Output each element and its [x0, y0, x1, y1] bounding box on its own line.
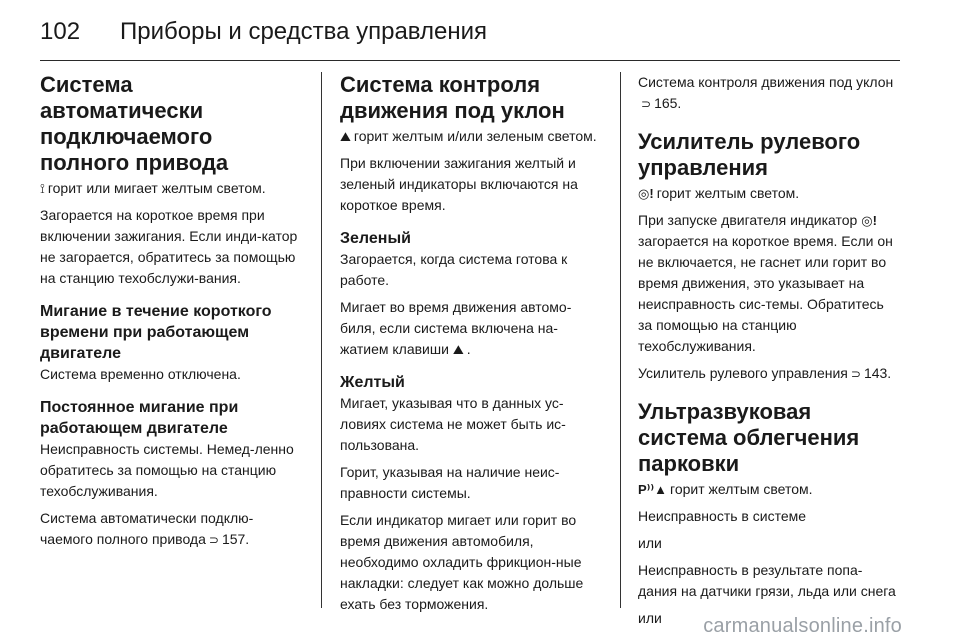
awd-section-title: Система автоматически подключаемого полного привода — [40, 72, 229, 175]
page-reference-arrow-icon: ⊃ — [850, 367, 861, 381]
parking-text-2: Неисправность в результате попа-дания на датчики грязи, льда или снега — [638, 562, 896, 599]
hill-descent-reference-text: Система контроля движения под уклон — [638, 74, 894, 90]
yellow-text-2: Горит, указывая на наличие неис-правности системы. — [340, 464, 560, 501]
steering-paragraph-1b: загорается на короткое время. Если он не включается, не гаснет или горит во время движения, это указывает на неисправность сис-темы. Обратитесь за помощью на станцию техобслуживания. — [638, 233, 893, 354]
parking-or-1: или — [638, 535, 662, 551]
column-divider-2 — [620, 72, 621, 608]
awd-reference-text: Система автоматически подклю-чаемого полного привода — [40, 510, 254, 547]
awd-flash-short-heading: Мигание в течение короткого времени при работающем двигателе — [40, 303, 272, 362]
parking-or-2: или — [638, 610, 662, 626]
awd-flash-short-text: Система временно отключена. — [40, 366, 241, 382]
steering-paragraph-1a: При запуске двигателя индикатор — [638, 212, 858, 228]
hill-descent-reference-page[interactable]: 165. — [654, 95, 682, 111]
parking-intro-text: горит желтым светом. — [670, 481, 813, 497]
hill-descent-intro-text: горит желтым и/или зеленым светом. — [353, 128, 597, 144]
parking-assist-icon: P⁾⁾▲ — [638, 482, 668, 497]
steering-paragraph-1 — [638, 210, 898, 357]
drivetrain-warning-icon: ⟟ — [40, 181, 45, 196]
green-text-1: Загорается, когда система готова к работе. — [340, 251, 568, 288]
steering-intro-text: горит желтым светом. — [656, 185, 800, 201]
column-2 — [340, 72, 600, 621]
awd-flash-const-heading: Постоянное мигание при работающем двигателе — [40, 399, 239, 437]
page-reference-arrow-icon: ⊃ — [641, 97, 652, 111]
parking-section-title: Ультразвуковая система облегчения парковки — [638, 399, 860, 476]
awd-intro — [40, 178, 300, 199]
hill-descent-paragraph-1: При включении зажигания желтый и зеленый индикаторы включаются на короткое время. — [340, 155, 578, 213]
page-number: 102 — [40, 18, 81, 45]
steering-intro — [638, 183, 898, 204]
hill-descent-intro — [340, 126, 600, 147]
awd-intro-text: горит или мигает желтым светом. — [47, 180, 266, 196]
steering-reference-text: Усилитель рулевого управления — [638, 365, 848, 381]
hill-descent-section-title: Система контроля движения под уклон — [340, 72, 565, 123]
watermark: carmanualsonline.info — [703, 615, 902, 637]
steering-reference — [638, 363, 898, 385]
parking-text-1: Неисправность в системе — [638, 508, 807, 524]
header-title: Приборы и средства управления — [120, 18, 487, 45]
header-rule — [40, 60, 900, 61]
column-1 — [40, 72, 300, 557]
column-divider-1 — [321, 72, 322, 608]
yellow-text-3: Если индикатор мигает или горит во время движения автомобиля, необходимо охладить фрикцион-ные накладки: следует как можно дольше ехать без торможения. — [340, 512, 584, 612]
power-steering-icon: ◎! — [861, 213, 877, 228]
hill-descent-button-icon: ⛰ — [452, 342, 464, 357]
column-3 — [638, 72, 898, 635]
green-text-2: Мигает во время движения автомо-биля, если система включена на-жатием клавиши ⛰ . — [340, 297, 600, 360]
steering-section-title: Усилитель рулевого управления — [638, 129, 861, 180]
awd-reference — [40, 508, 300, 551]
awd-flash-const-text: Неисправность системы. Немед-ленно обратитесь за помощью на станцию техобслуживания. — [40, 441, 294, 499]
yellow-heading: Желтый — [340, 374, 405, 391]
yellow-text-1: Мигает, указывая что в данных ус-ловиях система не может быть ис-пользована. — [340, 395, 566, 453]
green-heading: Зеленый — [340, 230, 411, 247]
steering-reference-page[interactable]: 143. — [863, 365, 892, 381]
power-steering-icon: ◎! — [638, 186, 654, 201]
page-reference-arrow-icon: ⊃ — [208, 533, 219, 547]
parking-intro — [638, 479, 898, 500]
awd-paragraph-1: Загорается на короткое время при включении зажигания. Если инди-катор не загорается, обратитесь за помощью на станцию техобслужи-вания. — [40, 207, 298, 286]
hill-descent-control-icon: ⛰ — [340, 129, 351, 144]
awd-reference-page[interactable]: 157. — [221, 531, 250, 547]
green-text-2-body: Мигает во время движения автомо-биля, если система включена на-жатием клавиши — [340, 299, 572, 357]
hill-descent-reference — [638, 72, 898, 115]
